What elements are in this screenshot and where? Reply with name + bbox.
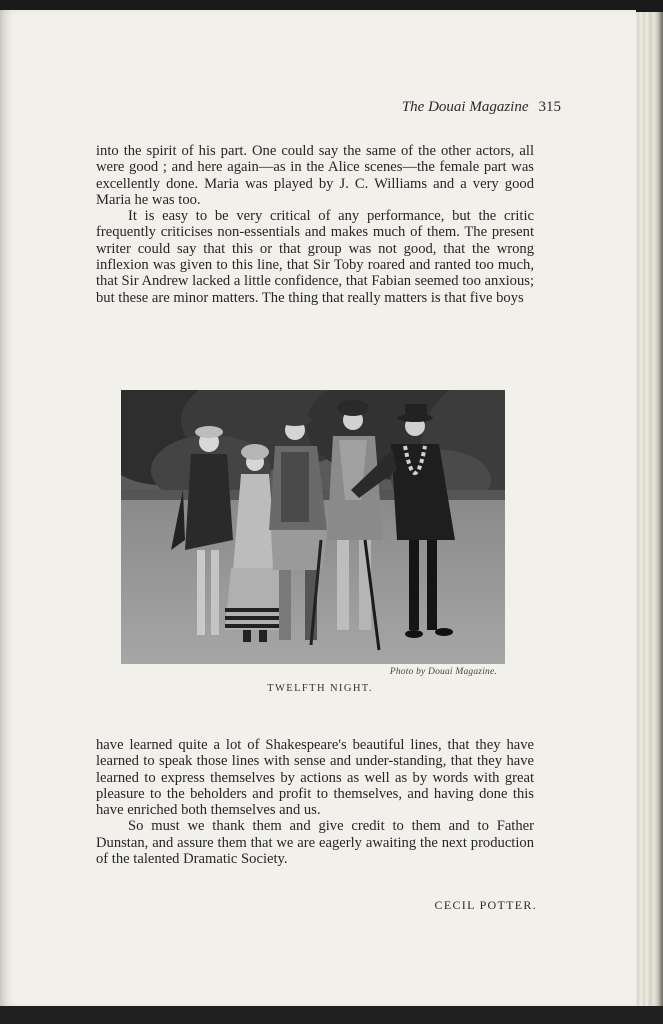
magazine-title: The Douai Magazine xyxy=(401,99,529,115)
photograph-illustration xyxy=(121,390,505,664)
play-photograph xyxy=(121,390,505,664)
paragraph: It is easy to be very critical of any performance, but the critic frequently criticises non-essentials and makes much of them. The present writer could say that this or that group was not good, that the wrong inflexion was given to this line, that Sir Toby roared and ranted too much, that Sir Andrew lacked a little confidence, that Fabian seemed too anxious; but these are minor matters. The thing that really matters is that five boys xyxy=(96,208,534,306)
scan-bottom-border xyxy=(0,1006,663,1024)
author-signature: CECIL POTTER. xyxy=(434,898,537,912)
running-header xyxy=(402,99,561,116)
paragraph: have learned quite a lot of Shakespeare's beautiful lines, that they have learned to speak those lines with sense and under-standing, that they have learned to express themselves by actions as well as by words with great pleasure to the beholders and profit to themselves, and having done this have enriched both themselves and us. xyxy=(96,737,534,819)
body-text-top xyxy=(96,143,534,306)
page-number: 315 xyxy=(538,99,561,115)
photo-caption: TWELFTH NIGHT. xyxy=(267,683,373,694)
paragraph: So must we thank them and give credit to them and to Father Dunstan, and assure them that we are eagerly awaiting the next production of the talented Dramatic Society. xyxy=(96,818,534,868)
paragraph: into the spirit of his part. One could say the same of the other actors, all were good ; and here again—as in the Alice scenes—the female part was excellently done. Maria was played by J. C. Williams and a very good Maria he was too. xyxy=(96,143,534,208)
body-text-bottom xyxy=(96,737,534,867)
page-stack-edge xyxy=(632,12,663,1008)
photo-credit: Photo by Douai Magazine. xyxy=(389,667,497,677)
